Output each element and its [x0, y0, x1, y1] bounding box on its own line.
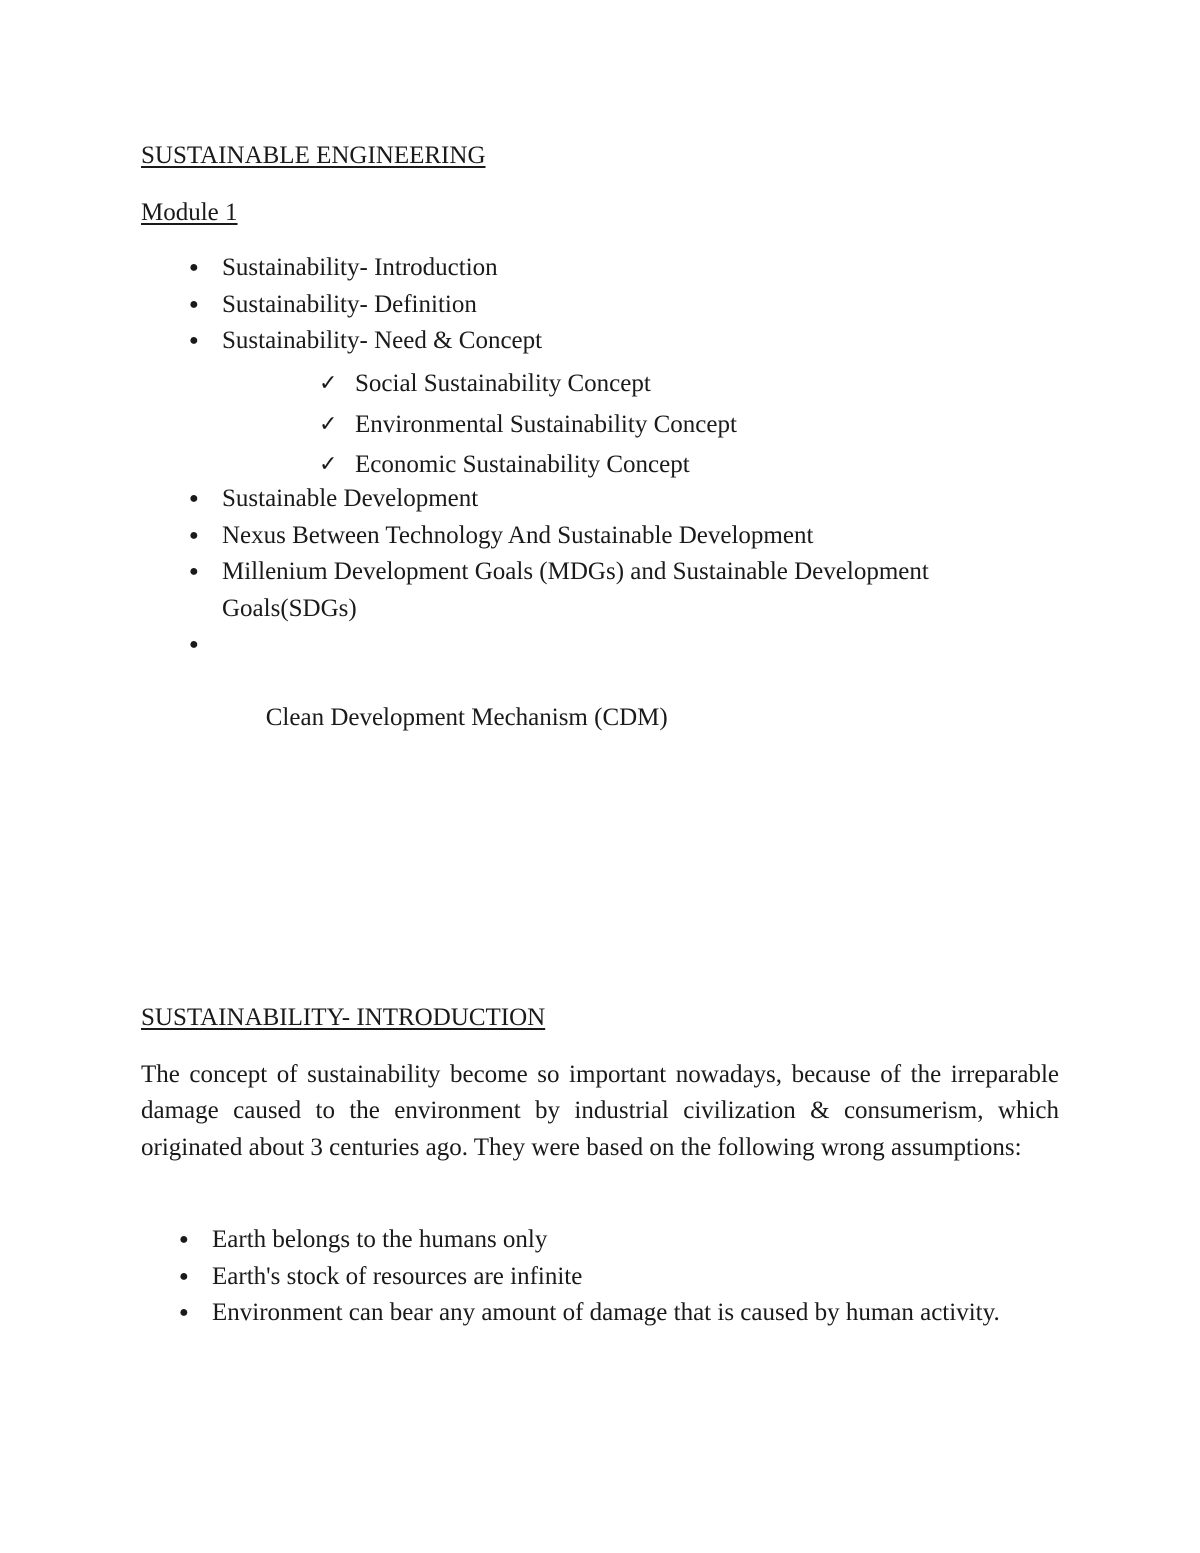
checkmark-icon: ✓	[319, 371, 338, 396]
list-item-text: Social Sustainability Concept	[355, 370, 651, 397]
bullet-icon: ●	[189, 332, 199, 349]
module-heading: Module 1	[141, 199, 238, 226]
list-item	[189, 554, 1022, 627]
list-item-text: Environmental Sustainability Concept	[355, 410, 737, 438]
list-item-text: Sustainability- Definition	[222, 290, 477, 318]
list-item	[189, 481, 1022, 518]
concept-list	[319, 364, 737, 486]
bullet-icon: ●	[179, 1304, 189, 1321]
list-item-text: Economic Sustainability Concept	[355, 451, 690, 478]
document-title: SUSTAINABLE ENGINEERING	[141, 142, 486, 169]
list-item-text: Clean Development Mechanism (CDM)	[259, 704, 668, 731]
list-item	[179, 1295, 1002, 1332]
list-item-text: Environment can bear any amount of damage that is caused by human activity.	[212, 1299, 1000, 1326]
list-item-text: Earth belongs to the humans only	[212, 1226, 548, 1253]
list-item-text: Nexus Between Technology And Sustainable Development	[222, 521, 814, 549]
outline-list	[189, 250, 543, 360]
checkmark-icon: ✓	[319, 411, 338, 437]
outline-list-continued	[189, 481, 1022, 773]
bullet-icon: ●	[189, 259, 199, 276]
section-heading: SUSTAINABILITY- INTRODUCTION	[141, 1004, 546, 1031]
bullet-icon: ●	[189, 526, 199, 544]
list-item	[189, 287, 542, 324]
list-item	[319, 445, 737, 486]
list-item	[179, 1259, 1002, 1296]
list-item-text: Earth's stock of resources are infinite	[212, 1262, 583, 1290]
list-item-text: Sustainable Development	[222, 485, 479, 512]
bullet-icon: ●	[179, 1231, 189, 1248]
list-item	[189, 250, 542, 287]
intro-paragraph: The concept of sustainability become so important nowadays, because of the irreparable damage caused to the environment by industrial civilization & consumerism, which originated about 3 centuries ago. They were based on the following wrong assumptions:	[141, 1061, 1059, 1161]
list-item	[319, 364, 737, 405]
list-item-text: Sustainability- Introduction	[222, 254, 498, 281]
bullet-icon: ●	[189, 563, 199, 580]
bullet-icon: ●	[179, 1267, 189, 1285]
bullet-icon: ●	[189, 295, 199, 313]
bullet-icon: ●	[189, 490, 199, 507]
checkmark-icon: ✓	[319, 452, 338, 477]
bullet-icon: ●	[189, 636, 199, 653]
list-item-text: Sustainability- Need & Concept	[222, 327, 543, 354]
list-item-text: Millenium Development Goals (MDGs) and Sustainable Development Goals(SDGs)	[222, 558, 929, 622]
list-item	[319, 405, 737, 446]
list-item	[189, 518, 1022, 555]
list-item	[179, 1222, 1002, 1259]
list-item	[189, 627, 1022, 773]
list-item	[189, 323, 543, 360]
assumption-list	[179, 1222, 1002, 1332]
